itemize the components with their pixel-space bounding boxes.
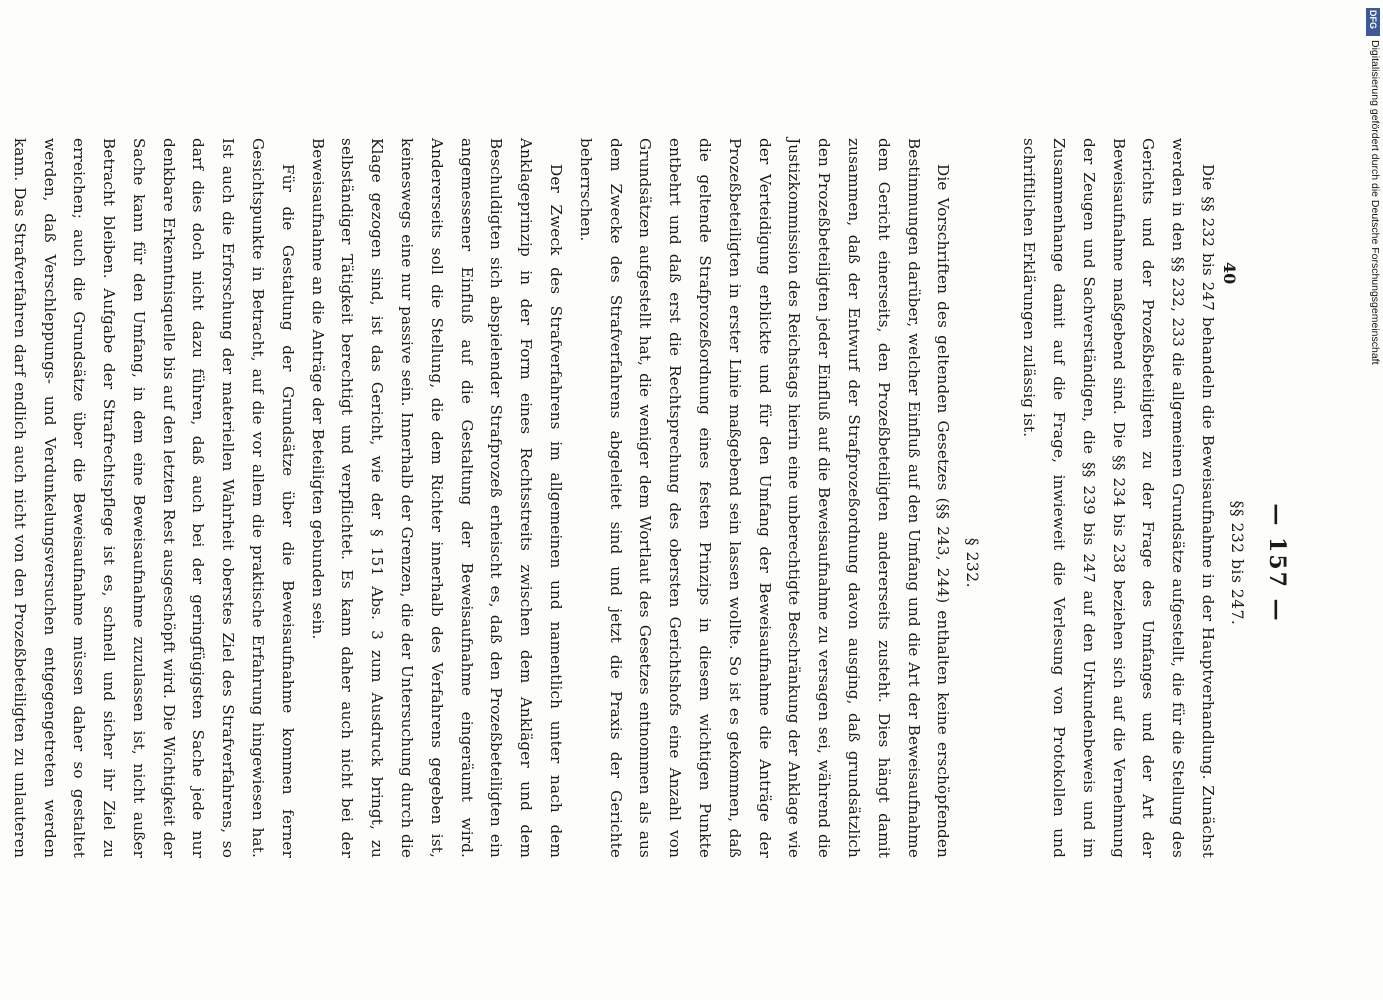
sheet-signature-mark: 40 [1220,262,1239,285]
paragraph-3: Für die Gestaltung der Grundsätze über die Beweisaufnahme kommen ferner Gesichtspunkte in Betracht, auf die vor allem die praktische Erfahrung hingewiesen hat. Ist auch die Erforschung der materiellen Wahrheit oberstes Ziel des Strafverfahrens, so darf dies doch nicht dazu führen, daß auch bei der geringfügigsten Sache jede nur denkbare Erkenntnisquelle bis auf den letzten Rest ausgeschöpft wird. Die Wichtigkeit der Sache kann für den Umfang, in dem eine Beweisaufnahme zuzulassen ist, nicht außer Betracht bleiben. Aufgabe der Strafrechtspflege ist es, schnell und sicher ihr Ziel zu erreichen; auch die Grundsätze über die Beweisaufnahme müssen daher so gestaltet werden, daß Verschleppungs- und Verdunkelungsversuchen entgegengetreten werden kann. Das Strafverfahren darf endlich auch nicht von den Prozeßbeteiligten zu unlauteren [10,138,297,858]
rotated-text-sheet [10,138,1292,858]
section-spacer [987,138,1013,858]
paragraph-2: Der Zweck des Strafverfahrens im allgemeinen und namentlich unter nach dem Anklageprinzip in der Form eines Rechtsstreits zwischen dem Ankläger und dem Beschuldigten sich abspielender Strafprozeß erheischt es, daß den Prozeßbeteiligten ein angemessener Einfluß auf die Gestaltung der Beweisaufnahme eingeräumt wird. Andererseits soll die Stellung, die dem Richter innerhalb des Verfahrens gegeben ist, keineswegs eine nur passive sein. Innerhalb der Grenzen, die der Untersuchung durch die Klage gezogen sind, ist das Gericht, wie der § 151 Abs. 3 zum Ausdruck bringt, zu selbständiger Tätigkeit berechtigt und verpflichtet. Es kann daher auch nicht bei der Beweisaufnahme an die Anträge der Beteiligten gebunden sein. [308,138,566,858]
dfg-logo [1366,8,1380,36]
dfg-logo-label: DFG [1368,10,1378,29]
intro-paragraph: Die §§ 232 bis 247 behandeln die Beweisaufnahme in der Hauptverhandlung. Zunächst werden in den §§ 232, 233 die allgemeinen Grundsätze aufgestellt, die für die Stellung des Gerichts und der Prozeßbeteiligten zu der Frage des Umfanges und der Art der Beweisaufnahme maßgebend sind. Die §§ 234 bis 238 beziehen sich auf die Vernehmung der Zeugen und Sachverständigen, die §§ 239 bis 247 auf den Urkundenbeweis und im Zusammenhange damit auf die Frage, inwieweit die Verlesung von Protokollen und schriftlichen Erklärungen zulässig ist. [1020,138,1217,858]
section-heading: § 232. [963,537,982,589]
digitization-credit: Digitalisierung gefördert durch die Deutsche Forschungsgemeinschaft [1369,40,1381,365]
page-number: — 157 — [1264,503,1290,623]
paragraph-1: Die Vorschriften des geltenden Gesetzes (§§ 243, 244) enthalten keine erschöpfenden Bestimmungen darüber, welcher Einfluß auf den Umfang und die Art der Beweisaufnahme dem Gericht einerseits, den Prozeßbeteiligten andererseits zusteht. Dies hängt damit zusammen, daß der Entwurf der Strafprozeßordnung davon ausging, daß grundsätzlich den Prozeßbeteiligten jeder Einfluß auf die Beweisaufnahme zu versagen sei, während die Justizkommission des Reichstags hierin eine unberechtigte Beschränkung der Anklage wie der Verteidigung erblickte und für den Umfang der Beweisaufnahme die Anträge der Prozeßbeteiligten in erster Linie maßgebend sein lassen wollte. So ist es gekommen, daß die geltende Strafprozeßordnung eines festen Prinzips in diesem wichtigen Punkte entbehrt und daß erst die Rechtsprechung des obersten Gerichtshofs eine Anzahl von Grundsätzen aufgestellt hat, die weniger dem Wortlaut des Gesetzes entnommen als aus dem Zwecke des Strafverfahrens abgeleitet sind und jetzt die Praxis der Gerichte beherrschen. [576,138,953,858]
intro-heading: §§ 232 bis 247. [1228,500,1246,626]
